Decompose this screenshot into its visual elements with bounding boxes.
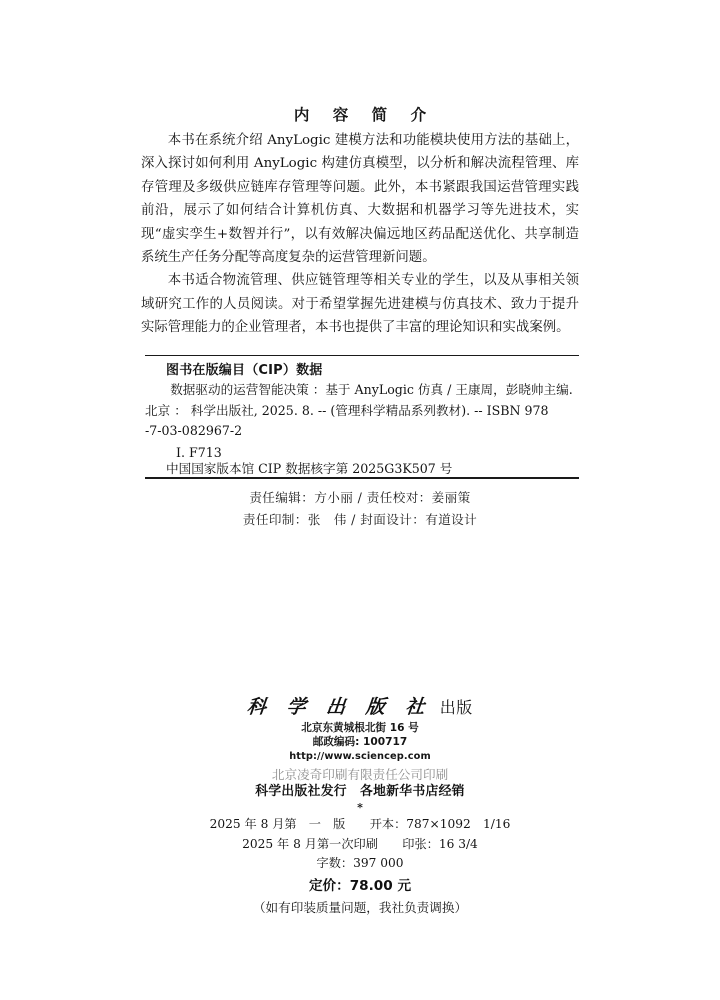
- publisher-website[interactable]: http://www.sciencep.com: [289, 750, 431, 762]
- intro-paragraph-1: 本书在系统介绍 AnyLogic 建模方法和功能模块使用方法的基础上，深入探讨如何利用 AnyLogic 构建仿真模型，以分析和解决流程管理、库存管理及多级供应链库存管理等问题。此外，本书紧跟我国运营管理实践前沿，展示了如何结合计算机仿真、大数据和机器学习等先进技术，实现“虚实孪生+数智并行”，以有效解决偏远地区药品配送优化、共享制造系统生产任务分配等高度复杂的运营管理新问题。: [141, 133, 579, 266]
- page-title: 内 容 简 介: [293, 106, 436, 124]
- credits-block: [0, 487, 720, 531]
- intro-body: [141, 129, 579, 340]
- cip-entry-line-3: -7-03-082967-2: [145, 423, 243, 439]
- publisher-footer: [0, 698, 720, 918]
- impression-line: 2025 年 8 月第一次印刷 印张：16 3/4: [242, 836, 478, 851]
- cip-entry-line-2: 北京 ： 科学出版社, 2025. 8. -- (管理科学精品系列教材). -- ISBN 978: [145, 402, 549, 418]
- exchange-note: （如有印装质量问题，我社负责调换）: [252, 900, 468, 915]
- credits-line-2: 责任印制：张 伟 / 封面设计：有道设计: [242, 512, 478, 527]
- cip-rule-top: [145, 355, 579, 356]
- cip-entry: [145, 380, 579, 442]
- publisher-logo-line: [0, 698, 720, 717]
- publication-specs: [0, 815, 720, 874]
- cip-number: 中国国家版本馆 CIP 数据核字第 2025G3K507 号: [166, 461, 453, 476]
- cip-classification: Ⅰ. F713: [176, 445, 222, 460]
- cip-rule-bottom: [145, 477, 579, 479]
- publisher-address: 北京东黄城根北街 16 号: [301, 722, 419, 734]
- printer-name: 北京凌奇印刷有限责任公司印刷: [271, 767, 449, 783]
- publisher-postcode: 邮政编码: 100717: [312, 736, 408, 749]
- publisher-logo-suffix: 出版: [439, 698, 473, 717]
- distribution-line: 科学出版社发行 各地新华书店经销: [255, 784, 465, 800]
- edition-line: 2025 年 8 月第 一 版 开本：787×1092 1/16: [209, 817, 511, 832]
- wordcount-line: 字数：397 000: [316, 856, 404, 871]
- publisher-address-block: [0, 721, 720, 764]
- separator-asterisk: *: [357, 801, 363, 815]
- credits-line-1: 责任编辑：方小丽 / 责任校对：姜丽策: [249, 490, 471, 505]
- cip-heading: 图书在版编目（CIP）数据: [166, 363, 323, 378]
- price-line: 定价：78.00 元: [308, 878, 412, 894]
- intro-paragraph-2: 本书适合物流管理、供应链管理等相关专业的学生，以及从事相关领域研究工作的人员阅读。对于希望掌握先进建模与仿真技术、致力于提升实际管理能力的企业管理者，本书也提供了丰富的理论知识和实战案例。: [141, 273, 579, 336]
- science-press-logo: 科 学 出 版 社: [246, 696, 433, 718]
- cip-entry-line-1: 数据驱动的运营智能决策 ：基于 AnyLogic 仿真 / 王康周，彭晓帅主编.: [170, 382, 573, 397]
